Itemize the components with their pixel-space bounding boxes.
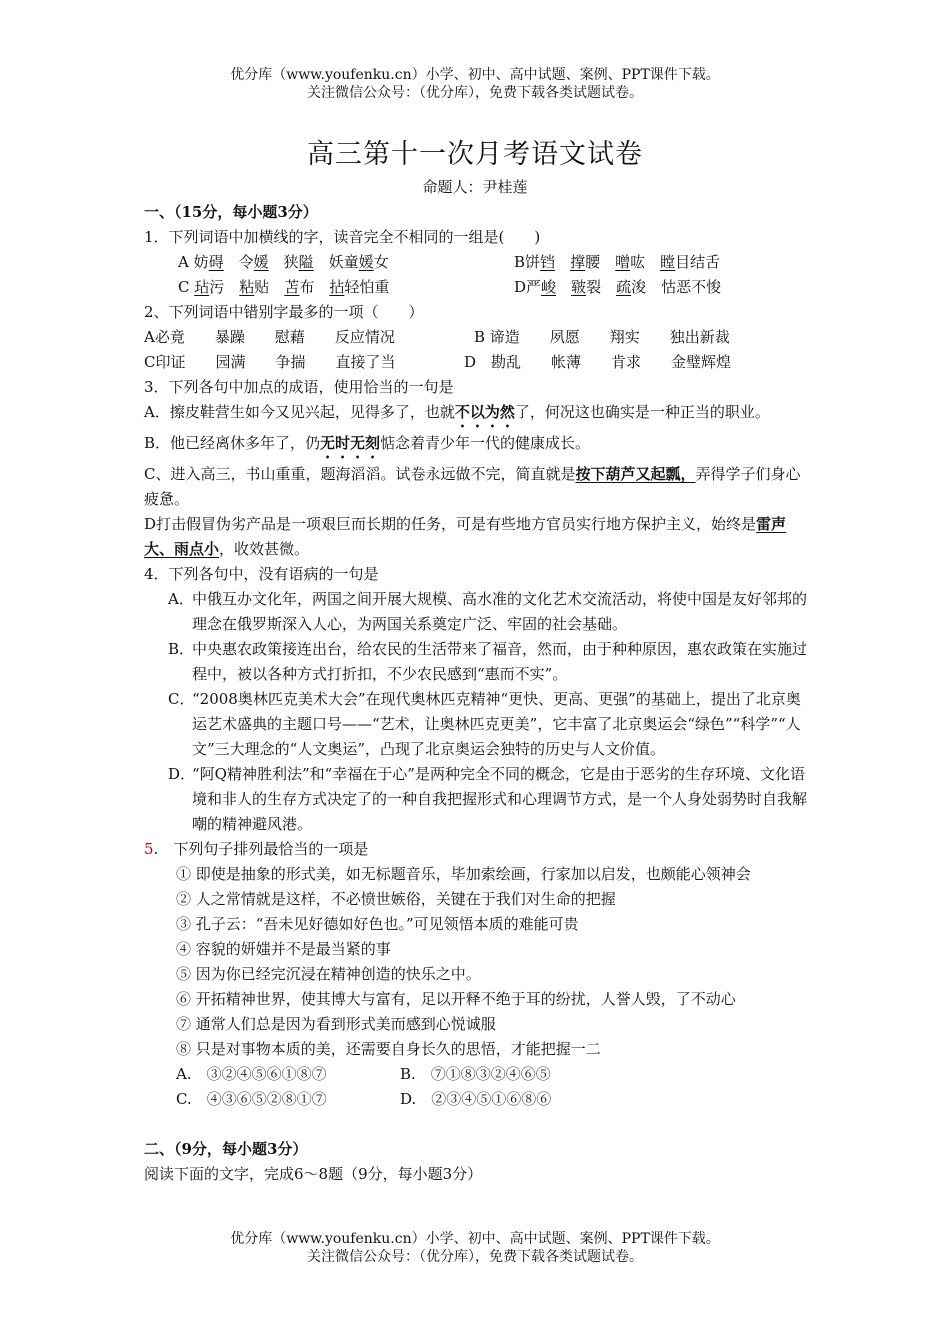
q5-option-a: A. ③②④⑤⑥①⑧⑦ <box>176 1065 327 1083</box>
q1-options-row-1 <box>144 250 808 275</box>
q5-option-c: C. ④③⑥⑤②⑧①⑦ <box>176 1090 327 1108</box>
q2-option-c: C印证 园满 争揣 直接了当 <box>144 353 396 371</box>
q5-sentence-4: ④ 容貌的妍媸并不是最当紧的事 <box>176 940 391 958</box>
q3-stem: 3．下列各句中加点的成语，使用恰当的一句是 <box>144 378 454 396</box>
q5-sentence-6: ⑥ 开拓精神世界，使其博大与富有，足以开释不绝于耳的纷扰，人誉人毁，了不动心 <box>176 990 736 1008</box>
q5-sentence-5: ⑤ 因为你已经完沉浸在精神创造的快乐之中。 <box>176 965 481 983</box>
q4-stem: 4．下列各句中，没有语病的一句是 <box>144 565 379 583</box>
q5-sentence-7: ⑦ 通常人们总是因为看到形式美而感到心悦诚服 <box>176 1015 496 1033</box>
q5-sentence-8: ⑧ 只是对事物本质的美，还需要自身长久的思悟，才能把握一二 <box>176 1040 601 1058</box>
footer-line-1: 优分库（www.youfenku.cn）小学、初中、高中试题、案例、PPT课件下载。 <box>230 1231 720 1247</box>
section-2-heading: 二、（9分，每小题3分） <box>144 1140 308 1158</box>
header-line-2: 关注微信公众号：（优分库），免费下载各类试题试卷。 <box>307 85 643 101</box>
q2-options-row-1 <box>144 325 808 350</box>
page-header <box>0 66 950 102</box>
q5-options-row-1 <box>144 1062 808 1087</box>
q5-sentence-1: ① 即使是抽象的形式美，如无标题音乐，毕加索绘画，行家加以启发，也颇能心领神会 <box>176 865 751 883</box>
q3-c-idiom: 按下葫芦又起瓢， <box>575 465 696 483</box>
q5-sentence-2: ② 人之常情就是这样，不必愤世嫉俗，关键在于我们对生命的把握 <box>176 890 616 908</box>
spacer <box>144 1112 808 1137</box>
header-line-1: 优分库（www.youfenku.cn）小学、初中、高中试题、案例、PPT课件下载。 <box>230 67 720 83</box>
q5-number: 5 <box>144 840 154 858</box>
q5-option-d: D. ②③④⑤①⑥⑧⑥ <box>400 1090 552 1108</box>
q1-option-c: C 玷污 粘贴 苫布 拈轻怕重 <box>178 278 390 296</box>
reading-intro: 阅读下面的文字，完成6～8题（9分，每小题3分） <box>144 1165 483 1183</box>
q2-option-d: D 勘乱 帐薄 肯求 金璧辉煌 <box>464 353 732 371</box>
q3-option-d: D打击假冒伪劣产品是一项艰巨而长期的任务，可是有些地方官员实行地方保护主义，始终是雷声大、雨点小，收效甚微。 <box>144 515 787 558</box>
q4-option-c: C．“2008奥林匹克美术大会”在现代奥林匹克精神“更快、更高、更强”的基础上，提出了北京奥运艺术盛典的主题口号——“艺术，让奥林匹克更美”，它丰富了北京奥运会“绿色”“科学”“人文”三大理念的“人文奥运”，凸现了北京奥运会独特的历史与人文价值。 <box>168 690 801 758</box>
q2-options-row-2 <box>144 350 808 375</box>
q3-b-idiom: 无时无刻 <box>320 434 381 452</box>
q5-sentence-3: ③ 孔子云：“吾未见好德如好色也。”可见领悟本质的难能可贵 <box>176 915 579 933</box>
page-footer <box>0 1230 950 1266</box>
q4-option-a: A．中俄互办文化年，两国之间开展大规模、高水准的文化艺术交流活动，将使中国是友好邻邦的理念在俄罗斯深入人心，为两国关系奠定广泛、牢固的社会基础。 <box>168 590 808 633</box>
footer-line-2: 关注微信公众号：（优分库），免费下载各类试题试卷。 <box>307 1249 643 1265</box>
q5-option-b: B. ⑦①⑧③②④⑥⑤ <box>400 1065 551 1083</box>
section-1-heading: 一、（15分，每小题3分） <box>144 203 318 221</box>
q1-option-b: B饼铛 撑腰 噌吰 瞠目结舌 <box>514 253 721 271</box>
exam-body <box>144 200 808 1187</box>
q1-option-a: A 妨碍 令媛 狭隘 妖童媛女 <box>178 253 389 271</box>
q4-option-b: B．中央惠农政策接连出台，给农民的生活带来了福音，然而，由于种种原因，惠农政策在实施过程中，被以各种方式打折扣，不少农民感到“惠而不实”。 <box>168 640 808 683</box>
q3-option-b: B．他已经离休多年了，仍无时无刻惦念着青少年一代的健康成长。 <box>144 434 591 452</box>
q1-options-row-2 <box>144 275 808 300</box>
exam-author: 命题人：尹桂莲 <box>422 178 528 196</box>
q1-option-d: D严峻 皲裂 疏浚 怙恶不悛 <box>514 278 722 296</box>
q5-options-row-2 <box>144 1087 808 1112</box>
q2-stem: 2、下列词语中错别字最多的一项（ ） <box>144 303 424 321</box>
q1-stem: 1．下列词语中加横线的字，读音完全不相同的一组是( ) <box>144 228 541 246</box>
q3-option-c: C、进入高三，书山重重，题海滔滔。试卷永远做不完，简直就是按下葫芦又起瓢，弄得学子们身心疲惫。 <box>144 465 801 508</box>
q3-a-idiom: 不以为然 <box>454 403 515 421</box>
q3-option-a: A．擦皮鞋营生如今又见兴起，见得多了，也就不以为然了，何况这也确实是一种正当的职业。 <box>144 403 770 421</box>
q4-option-d: D．“阿Q精神胜利法”和“幸福在于心”是两种完全不同的概念，它是由于恶劣的生存环境、文化语境和非人的生存方式决定了的一种自我把握形式和心理调节方式，是一个人身处弱势时自我解嘲的精神避风港。 <box>168 765 808 833</box>
exam-title: 高三第十一次月考语文试卷 <box>307 139 643 170</box>
q2-option-b: B 谛造 夙愿 翔实 独出新裁 <box>474 328 730 346</box>
q5-stem: 5. 下列句子排列最恰当的一项是 <box>144 840 369 858</box>
q2-option-a: A必竟 暴躁 慰藉 反应情况 <box>144 328 395 346</box>
q3-d-idiom: 雷声大、雨点小 <box>144 515 787 558</box>
